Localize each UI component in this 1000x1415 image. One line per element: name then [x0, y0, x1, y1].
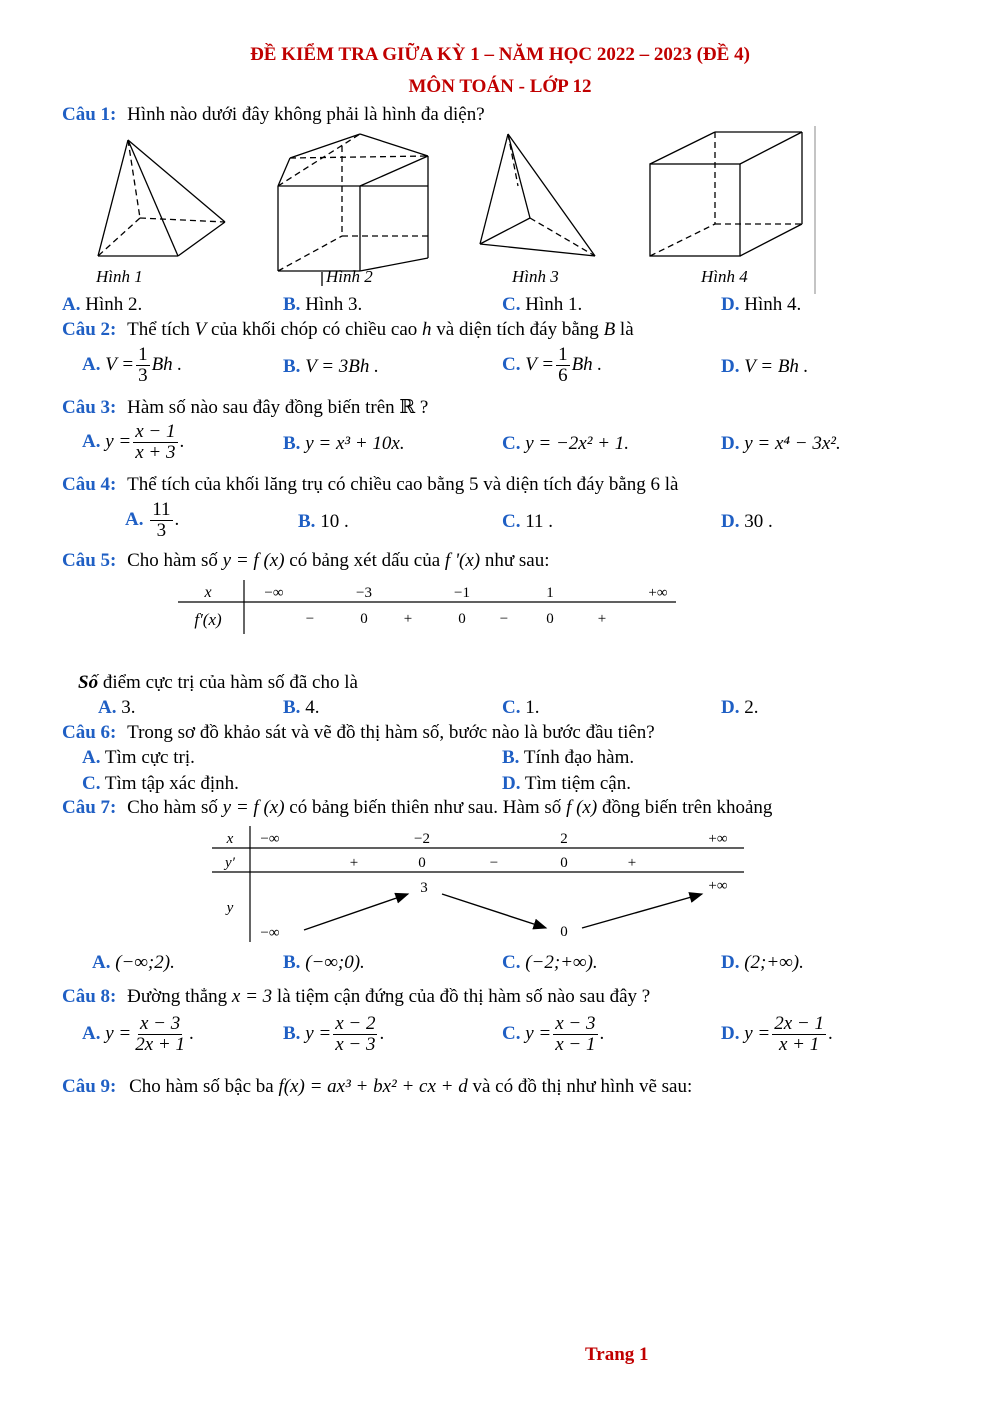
variation-table-x-value: −∞	[260, 831, 280, 847]
question-label: Câu 1:	[62, 104, 117, 125]
figure-4-caption: Hình 4	[701, 267, 748, 286]
option-c: C. Tìm tập xác định.	[82, 773, 239, 794]
option-b: B. 4.	[283, 697, 320, 718]
option-b: B. (−∞;0).	[283, 952, 365, 973]
sign-table-sign: 0	[458, 611, 466, 627]
sign-table-x-value: −1	[454, 585, 470, 601]
question-7: Câu 7: Cho hàm số y = f (x) có bảng biến thiên như sau. Hàm số f (x) đồng biến trên khoảng	[62, 797, 773, 818]
sign-table-sign: 0	[546, 611, 554, 627]
question-text: Hình nào dưới đây không phải là hình đa diện?	[127, 104, 485, 125]
page-number: Trang 1	[585, 1344, 649, 1365]
figure-1-pyramid	[98, 140, 225, 256]
increase-arrow	[304, 894, 408, 930]
question-4: Câu 4: Thể tích của khối lăng trụ có chiều cao bằng 5 và diện tích đáy bằng 6 là	[62, 474, 679, 495]
variation-table	[212, 824, 746, 944]
option-d: D. (2;+∞).	[721, 952, 804, 973]
option-a: A. y = $\frac{x - 3}{2x + 1}$ .	[82, 1013, 194, 1055]
increase-arrow	[582, 894, 702, 928]
variation-table-x-value: −2	[414, 831, 430, 847]
figure-3-tetrahedron	[480, 134, 595, 256]
figure-3-caption: Hình 3	[512, 267, 559, 286]
option-d: D. y = x⁴ − 3x².	[721, 433, 841, 454]
question-8: Câu 8: Đường thẳng x = 3 là tiệm cận đứng của đồ thị hàm số nào sau đây ?	[62, 986, 651, 1007]
variation-table-y-value: 3	[420, 880, 428, 896]
sign-table-sign: −	[305, 611, 315, 627]
sign-table-deriv-label: f′(x)	[194, 610, 222, 629]
option-b: B. Hình 3.	[283, 294, 363, 315]
sign-table-x-label: x	[204, 584, 212, 601]
variation-table-sign: +	[349, 855, 359, 871]
variation-table-x-value: 2	[560, 831, 568, 847]
option-d: D. 30 .	[721, 511, 773, 532]
sign-table-sign: +	[597, 611, 607, 627]
sign-table-x-value: −∞	[264, 585, 284, 601]
question-1	[62, 104, 485, 126]
sign-table-x-value: +∞	[648, 585, 668, 601]
option-c: C. 1.	[502, 697, 540, 718]
option-c: C. V = $\frac{1}{6}$ Bh .	[502, 344, 603, 386]
option-a: A. $\frac{11}{3}$ .	[125, 499, 180, 541]
variation-table-y-value: −∞	[260, 925, 280, 941]
option-b: B. 10 .	[298, 511, 349, 532]
question-3: Câu 3: Hàm số nào sau đây đồng biến trên ℝ ?	[62, 397, 429, 418]
question-5-ask: Số điểm cực trị của hàm số đã cho là	[78, 672, 358, 693]
variation-table-x-value: +∞	[708, 831, 728, 847]
option-c: C. y = −2x² + 1.	[502, 433, 630, 454]
sign-table-x-value: 1	[546, 585, 554, 601]
option-b: B. y = x³ + 10x.	[283, 433, 405, 454]
option-d: D. y = $\frac{2x - 1}{x + 1}$ .	[721, 1013, 833, 1055]
variation-table-sign: +	[627, 855, 637, 871]
option-a: A. (−∞;2).	[92, 952, 175, 973]
sign-table-x-value: −3	[356, 585, 372, 601]
page-subtitle: MÔN TOÁN - LỚP 12	[408, 76, 592, 97]
variation-table-sign: −	[489, 855, 499, 871]
sign-table-sign: −	[499, 611, 509, 627]
variation-table-sign: 0	[418, 855, 426, 871]
question-2: Câu 2: Thể tích V của khối chóp có chiều cao h và diện tích đáy bằng B là	[62, 319, 634, 340]
decrease-arrow	[442, 894, 546, 928]
option-b: B. Tính đạo hàm.	[502, 747, 635, 768]
page-title: ĐỀ KIỂM TRA GIỮA KỲ 1 – NĂM HỌC 2022 – 2023 (ĐỀ 4)	[250, 44, 750, 65]
option-c: C. y = $\frac{x - 3}{x - 1}$ .	[502, 1013, 605, 1055]
variation-table-y-value: +∞	[708, 878, 728, 894]
sign-table-sign: 0	[360, 611, 368, 627]
question-5: Câu 5: Cho hàm số y = f (x) có bảng xét dấu của f '(x) như sau:	[62, 550, 550, 571]
variation-table-y-label: y	[226, 900, 234, 916]
option-b: B. y = $\frac{x - 2}{x - 3}$ .	[283, 1013, 385, 1055]
sign-table	[178, 578, 678, 638]
question-6: Câu 6: Trong sơ đồ khảo sát và vẽ đồ thị hàm số, bước nào là bước đầu tiên?	[62, 722, 655, 743]
option-a: A. Tìm cực trị.	[82, 747, 195, 768]
option-a: A. y = $\frac{x - 1}{x + 3}$ .	[82, 421, 185, 463]
variation-table-y-value: 0	[560, 924, 568, 940]
figure-1-caption: Hình 1	[96, 267, 143, 286]
option-a: A. Hình 2.	[62, 294, 143, 315]
figure-2-prism	[278, 134, 428, 286]
option-d: D. V = Bh .	[721, 356, 809, 377]
sign-table-sign: +	[403, 611, 413, 627]
option-c: C. Hình 1.	[502, 294, 583, 315]
variation-table-sign: 0	[560, 855, 568, 871]
option-d: D. 2.	[721, 697, 759, 718]
option-a: A. V = $\frac{1}{3}$ Bh .	[82, 344, 183, 386]
question-9: Câu 9: Cho hàm số bậc ba f(x) = ax³ + bx² + cx + d và có đồ thị như hình vẽ sau:	[62, 1076, 693, 1097]
option-a: A. 3.	[98, 697, 136, 718]
option-d: D. Tìm tiệm cận.	[502, 773, 631, 794]
option-b: B. V = 3Bh .	[283, 356, 379, 377]
variation-table-yp-label: y′	[225, 855, 235, 871]
option-c: C. 11 .	[502, 511, 554, 532]
option-d: D. Hình 4.	[721, 294, 802, 315]
option-c: C. (−2;+∞).	[502, 952, 598, 973]
variation-table-x-label: x	[226, 831, 234, 847]
figure-2-caption: Hình 2	[326, 267, 373, 286]
